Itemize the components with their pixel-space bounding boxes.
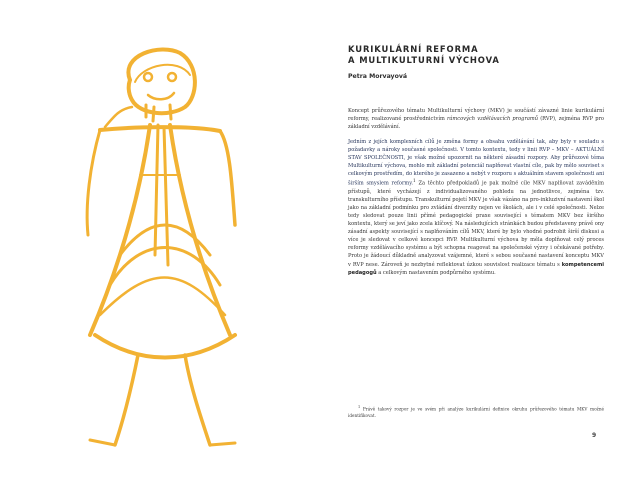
paragraph-1-emphasis: rámcových vzdělávacích programů [446,116,539,123]
article-page [348,44,604,284]
paragraph-2-text-a: Jedním z jejích komplexních cílů je změna formy a obsahu vzdělávání tak, aby byly v souladu s požadavky a nároky současné společnosti. V tomto kontextu, tedy v linii RVP – MKV – AKTUÁLNÍ STAV SPOLEČNOSTI, je však možné upozornit na některé zásadní rozpory. Aby průřezové téma Multikulturní výchova, mohlo mít základní potenciál naplňovat vlastní cíle, pak by mělo souviset s celkovým prostředím, do kterého je zasazeno a nebýt v rozporu s aktuálním stavem společnosti ani širším smyslem reformy. [348,139,604,188]
article-body [348,107,604,277]
footnote-number: 1 [358,405,361,409]
page-number: 9 [592,432,597,439]
paragraph-1-text-b: (RVP), zejména RVP pro základní vzdělávání. [348,116,604,131]
paragraph-2-text-b: Za těchto předpokladů je pak možné cíle MKV naplňovat zaváděním přístupů, které vycházejí z individualizovaného pohledu na jednotlivce, zejména tzv. transkulturního přístupu. Transkulturní pojetí MKV je však vázáno na pro-inkluzivní nastavení škol jako na základní podmínku pro zvládání diverzity nejen ve školách, ale i v celé společnosti. Nelze tedy sledovat pouze linii přímé pedagogické praxe související s tématem MKV bez širšího kontextu, který se jeví jako zcela klíčový. Na následujících stránkách budou představeny právě ony zásadní aspekty související s naplňováním cílů MKV, které by bylo vhodné podrobit širší diskusi a více je sledovat v celkové koncepci RVP. Multikulturní výchova by měla doplňovat celý proces reformy vzdělávacího systému a být schopna reagovat na společenské výzvy i očekávané potřeby. Proto je žádoucí důkladně analyzovat vzájemné, které s sebou současné nastavení konceptu MKV v RVP nese. Zároveň je nezbytné reflektovat úzkou souvislost realizace tématu s [348,181,604,268]
paragraph-2-text-c: a celkovým nastavením podpůrného systému. [376,269,496,276]
footnote [348,404,604,419]
title-line-1: KURIKULÁRNÍ REFORMA [348,44,479,54]
footnote-reference: 1 [413,179,416,185]
footnote-text: Právě takový rozpor je ve svém při analýze kurikulární definice okruhu průřezového tématu MKV možné identifikovat. [348,406,604,418]
child-drawing-figure-icon [60,35,260,455]
article-title [348,44,604,66]
paragraph-2 [348,138,604,276]
paragraph-1 [348,107,604,131]
title-line-2: A MULTIKULTURNÍ VÝCHOVA [348,55,500,65]
paragraph-2-bold: kompetencemi pedagogů [348,261,604,276]
author-name: Petra Morvayová [348,73,408,80]
paragraph-1-text-a: Koncept průřezového tématu Multikulturní výchovy (MKV) je součástí závazné linie kurikulární reformy, realizované prostřednictvím [348,108,604,123]
